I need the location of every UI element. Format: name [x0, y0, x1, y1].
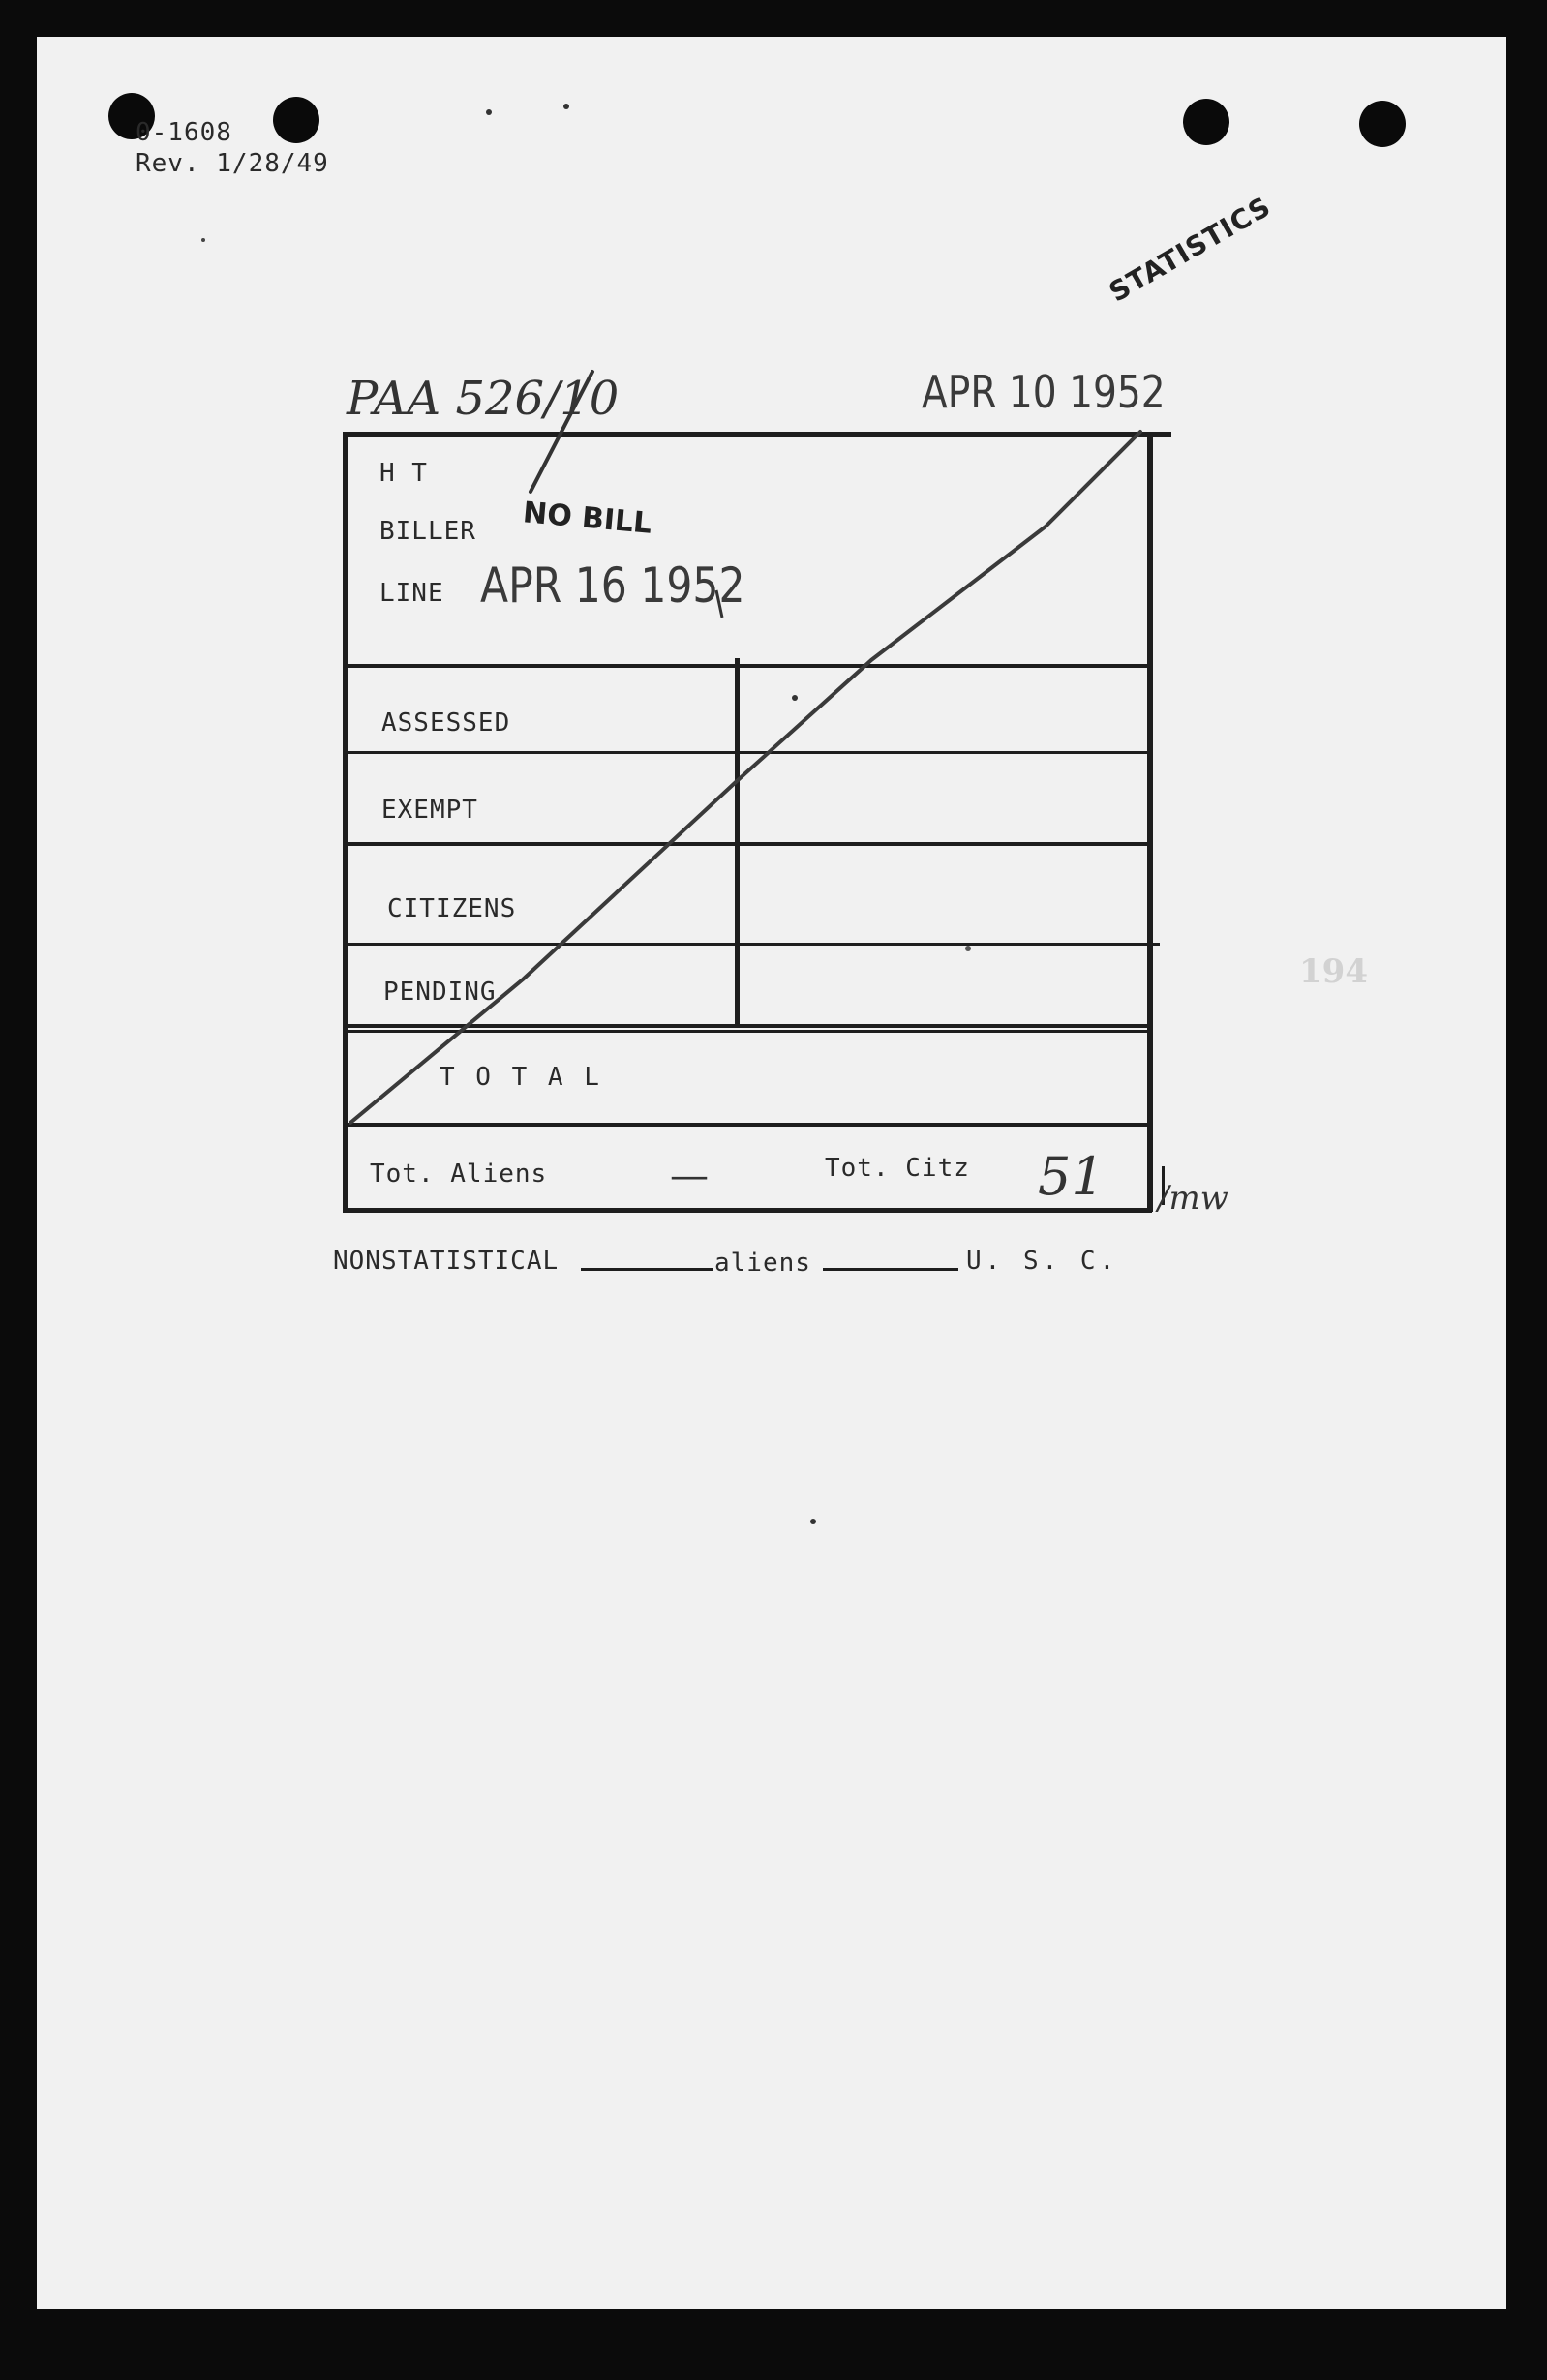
speck-1 — [792, 695, 798, 701]
speck-6 — [486, 109, 492, 115]
assessed-label: ASSESSED — [381, 708, 511, 738]
tot-aliens-dash: — — [670, 1154, 709, 1198]
nonstatistical-label: NONSTATISTICAL — [333, 1247, 560, 1276]
handwritten-reference: PAA 526/10 — [347, 372, 620, 426]
speck-5 — [563, 104, 569, 109]
handwritten-slash — [531, 372, 592, 492]
speck-3 — [810, 1519, 816, 1524]
speck-4 — [201, 238, 205, 242]
pending-label: PENDING — [383, 978, 497, 1007]
ht-label: H T — [379, 459, 428, 488]
total-citizens-value: 51 — [1038, 1146, 1105, 1207]
exempt-label: EXEMPT — [381, 796, 478, 825]
line-date-stamp: APR 16 1952 — [480, 557, 745, 614]
total-label: T O T A L — [440, 1063, 602, 1092]
biller-label: BILLER — [379, 517, 476, 546]
form-revision: Rev. 1/28/49 — [136, 149, 329, 178]
form-number: 0-1608 — [136, 118, 232, 147]
usc-label: U. S. C. — [966, 1247, 1119, 1276]
citizens-label: CITIZENS — [387, 894, 517, 923]
received-date-stamp: APR 10 1952 — [922, 366, 1166, 418]
no-bill-stamp: NO BILL — [521, 496, 653, 541]
initials: /mw — [1158, 1179, 1228, 1218]
faded-number: 194 — [1299, 952, 1368, 991]
date-underline-mark — [716, 590, 722, 618]
aliens-label: aliens — [714, 1249, 811, 1278]
speck-2 — [965, 946, 971, 951]
diagonal-strike-line — [350, 432, 1140, 1123]
line-label: LINE — [379, 579, 444, 608]
tot-citz-label: Tot. Citz — [825, 1154, 970, 1183]
tot-aliens-label: Tot. Aliens — [370, 1160, 548, 1189]
statistics-stamp: STATISTICS — [1104, 190, 1277, 309]
